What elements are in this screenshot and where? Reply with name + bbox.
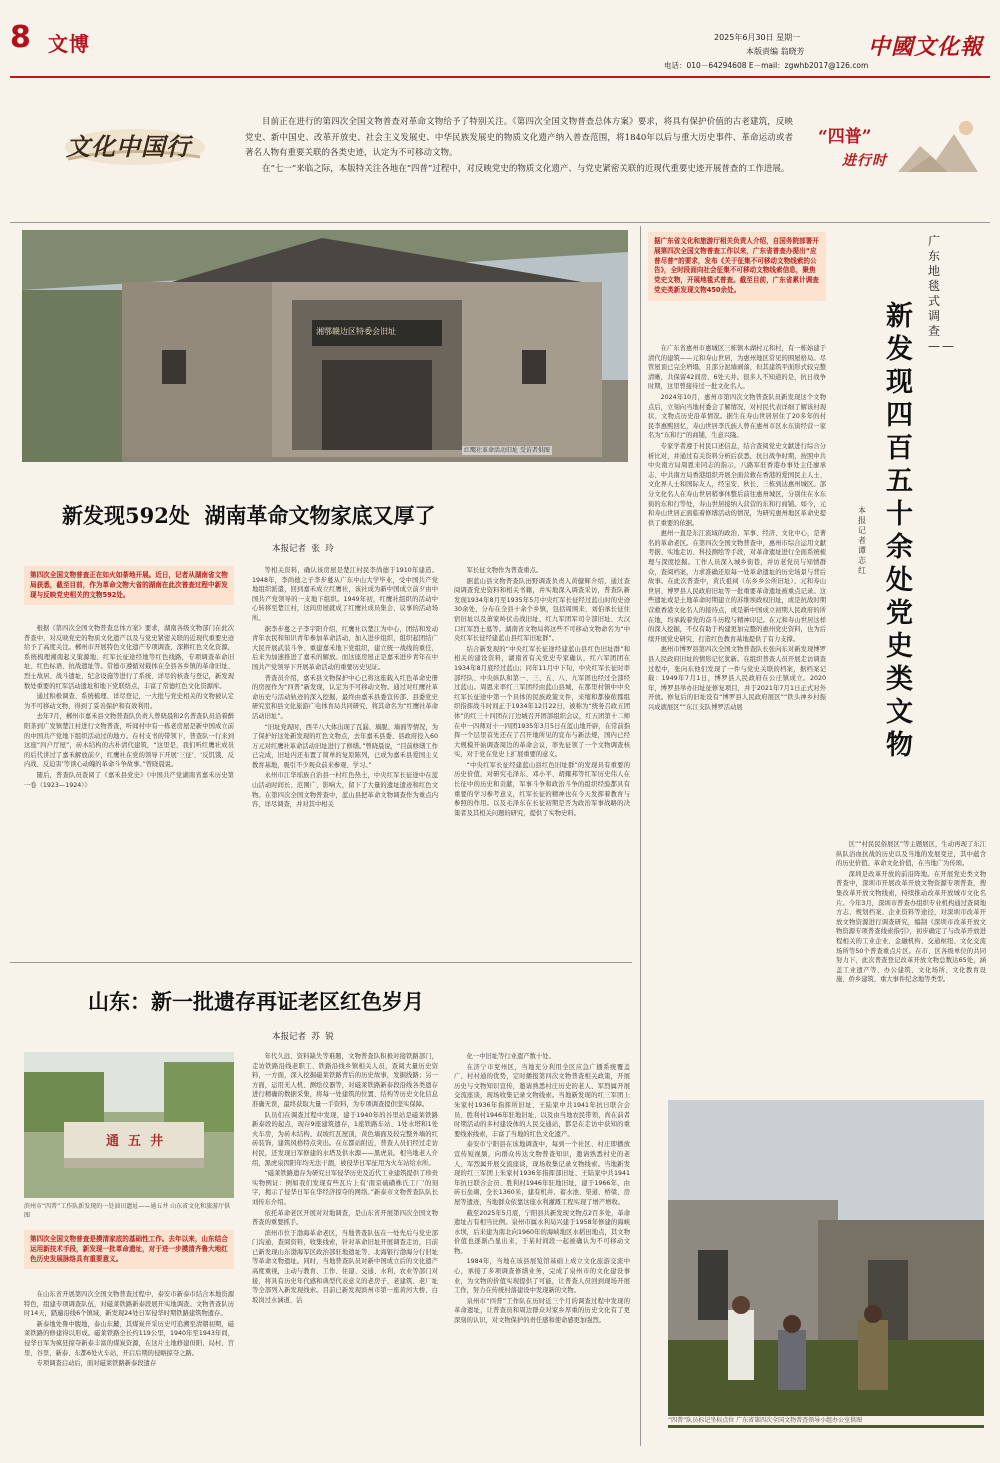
- shandong-col2-paragraph: 队员们在调查过程中发现，建于1940年的谷里站是磁莱铁路新泰段的起点，现存9座建筑遗存，1座铁路车站、1处水塔和1处火车房，为砖木结构、双坡红瓦屋顶，黄色墙面及较完整外墙的红砖装饰，建筑风格特点突出。在东都站附近，普查人员们经过走访村民，还发现日军修建的水塔及供水源——黑虎泉。相当地老人介绍，黑虎泉因阳年均无法干涸，被侵华日军征用为火车站给水所。: [252, 1111, 438, 1167]
- hunan-col2-paragraph: “旧址党现时，西半八大体出现了瓦漏、墙脱、墙面等情况，为了保护好这处新发现的红色文物点，去年嘉禾县委、县政府投入60万元对红鹰社革命活动旧址进行了修缮。”曾晓晨说，“目前修缮工作已完成，旧址内还布置了简单的复原陈列，已成为嘉禾县爱国主义教育基地，吸引不少观众前来参观、学习。”: [252, 723, 438, 769]
- contact-line: 电话：010－64294608 E－mail：zgwhb2017@126.com: [664, 61, 869, 70]
- shandong-col3-paragraph: 在济宁市兖州区，当地充分利用全区应急广播系统覆盖广、村村通的优势，定时播报第四次文物普查相关政策，开展历史与文物知识宣传，邀请熟悉村庄历史的老人、军烈属开展交流座谈，现场收集记录文物线索。当地新发现的红三军团上朱家村1936年指挥所旧址、王陆家中共1941年抗日联合会员、胜利村1946年驻地旧址、以及由当地农民带领，尚在前者时期活动的多村建设体的人民交通站，都是在走访中获知的重要线索线索，丰富了当地的红色文化遗产。: [454, 1063, 630, 1138]
- shandong-col3-paragraph: 截至2025年5月底，宁阳县共新发现文物点2百多处，革命遗址占有相当比例。泉州市属水利局兴建于1958年修建的海峡水坝，后来建为南北向1960年的海峡地区水稻田地点，其文物价值也逐渐凸显出来，于某时间段一起被确认为不可移动文物。: [454, 1209, 630, 1255]
- shandong-column-3: [454, 1052, 630, 1327]
- guangdong-photo-caption: “四普”队员标记坐标点位 广东省第四次全国文物普查领导小组办公室供图: [668, 1416, 984, 1425]
- shandong-col2-paragraph: 滨州市位于渤海革命老区，当地普查队伍在一处先后与党史部门沟通，查阅资料，收集线索，针对革命旧址开展调查走访，目前已新发现山东渤海军区政治部驻地遗址等、北海银行渤海分行旧址等革命文物遗址。同时，当地普查队员对新中国成立后的文化遗产高度重视，主动与教育、工作、住建、交通、水利、农业等部门对接，将具有历史年代感和典型代表意义的老房子、老建筑、老厂址等全部列入新发现线索。目前已新发现滨州市第一座黄河大桥、白坂岗过水涵道、沾: [252, 1229, 438, 1304]
- hunan-col3-paragraph: 据蓝山县文物普查队田野调查负责人黄健辉介绍，通过查阅调查党史资料和相关书籍，并实地深入调查采访，普查队新发现1934年8月至1935年5月中央红军长征经过蓝山时的史迹30余处，分布在全县十余个乡镇，包括周围来、刘伯承长征住宿旧址以及萧家岭伏击战旧址、红九军团军司令部旧址、大汉口红军烈士墓等。湖南省文物局将这些不可移动文物命名为“中央红军长征经建蓝山县红军旧址群”。: [454, 577, 630, 643]
- guangdong-divider: [640, 226, 641, 1446]
- shandong-col2-paragraph: 依托革命老区开展对对地调查，是山东省开展第四次全国文物普查的重要抓手。: [252, 1209, 438, 1227]
- hunan-col1-paragraph: 去年7月，郴州市嘉禾县文物普查队负责人曾晓晨和2名普查队员沿着醉阳茶到广发镇楚江村进行文物普查，听闻村中有一栋老房屋是新中国成立前的中国共产党地下组织活动过的地方。在村支书的带领下，普查队一行来到这座“四户厅屋”，砖木结构的古朴清代建筑，“这里是，我们听红鹰社成员的后代讲过了嘉禾解放前夕，红鹰社在党的领导下开展‘三征’、‘反饥饿、反内战、反迫害’等读心动魄的革命斗争故事。”曾晓晨说。: [24, 713, 234, 769]
- shandong-col1-paragraph: 在山东省开展第四次全国文物普查过程中，泰安市新泰市结合本地资源特色，组建专项调查队伍，对磁莱铁路新泰段展开实地调查。文物普查队历时14天，踏遍沿线6个镇域，新发现24处日军侵华时期铁路建筑物遗存。: [24, 1291, 234, 1318]
- siput-badge: [808, 112, 980, 182]
- intro-divider: [10, 222, 990, 223]
- guangdong-cola-paragraph: 专家学者遵于村民口述信息，结合查阅党史文献进行综合分析比对，并通过有关资料分析后获悉，抗日战争时期，按照中共中央南方局周恩来同志的指示，八路军驻香港办事处主任廖承志、中共南方局香港组织开展全面营救在香港的爱国民主人士、文化界人士和国际友人，经宝安、秋长、三栋到达惠州城区。部分文化名人在寿山世居稍事休整后前往惠州城区，分别住在水东街的东和行等处，寿山世居接纳入营营的东和行商铺。如今，元和寿山世居正面临着修缮活动的情况，为研究惠州地区革命史提供了重要的依据。: [648, 442, 826, 527]
- hunan-photo-caption: 红鹰社革命活动旧址 受访者供图: [464, 447, 550, 454]
- hunan-summary: 第四次全国文物普查正在如火如荼地开展。近日，记者从湖南省文物局获悉，截至目前，作为革命文物大省的湖南在此次普查过程中新发现与反映党史相关的文物592处。: [24, 566, 234, 605]
- shandong-headline: 山东：新一批遗存再证老区红色岁月: [88, 989, 424, 1014]
- guangdong-colb-paragraph: 深圳是改革开放的前沿阵地。在开展党史类文物普查中，深圳市开展改革开放文物资源专项普查，搜集改革开放文物线索，持续推动改革开放城市文化名片。今年3月，深圳市普查办组织专业机构通过查阅地方志、规划档案、企业资料等途径，对深圳市改革开放文物资源进行调查研究，编制《深圳市改革开放文物资源专项普查线索指引》，初步确定了与改革开放进程相关的工业企业、金融机构、交通枢纽、文化交流场所等50个普查重点片区。在市、区各级单位的共同努力下，此次普查登记改革开放文物总数达65处，涵盖工业遗产等、办公建筑、文化场所、文化教育设施、侨乡建筑、重大事件纪念地等类型。: [836, 870, 986, 984]
- hunan-column-2: [252, 566, 438, 811]
- hunan-col2-paragraph: 据李步蔓之子李宇阳介绍，红鹰社以楚江为中心，团结和发动青年农民和知识青年参加革命活动，加入进步组织，组织起团结广大民开展武装斗争、重建嘉禾地下党组织，建立统一战线的重任，后来为加速推进了嘉禾的解放。而这座房屋正是嘉禾进步青年在中国共产党领导下开展革命活动的重要历史见证。: [252, 625, 438, 671]
- hunan-col2-paragraph: 普查员介绍，嘉禾县文物保护中心已将这座载入红色革命史册的房屋作为“四普”新发现，认定为不可移动文物。通过对红鹰社革命历史与活动轨迹的深入挖掘，最终由嘉禾县委宣传部、县委党史研究室和县文化旅游广电体育局共同研究，将其命名为“红鹰社革命活动旧址”。: [252, 674, 438, 720]
- guangdong-photo-survey: [668, 1100, 984, 1428]
- shandong-byline: 本报记者 苏 锐: [272, 1032, 334, 1042]
- date-line: 2025年6月30日 星期一: [714, 33, 801, 42]
- guangdong-column-a: [648, 344, 826, 714]
- hunan-photo-sign: 湘鄂赣边区特委会旧址: [316, 327, 396, 336]
- guangdong-cola-paragraph: 惠州一直是东江流域的政治、军事、经济、文化中心，是著名的革命老区。在第四次全国文物普查中，惠州市综合运用文献考据、实地走访、科技测绘等手段，对革命遗址进行全面系统梳理与深度挖掘。工作人员深入城乡街巷，并访老党员与知情群众，查阅档案，力求准确还原每一处革命遗址的历史场景与背后故事。在此次普查中，黄氏祖祠（东乡乡公所旧址）、元和寿山世居、博罗县人民政府旧址等一批重要革命遗址被重点记录。这些遗址或是土地革命时期建立的苏维埃政权旧址，或是抗战时期营救香港文化名人的接待点，或是新中国成立初期人民政府的所在地，均承载着党的奋斗历程与精神印记。在元和寿山世居这样的深入挖掘，不仅有助于构建更加完整的惠州党史资料，也为后续开展党史研究、打造红色教育基地提供了有力支撑。: [648, 530, 826, 643]
- hunan-col3-paragraph: 结合新发现的“中央红军长征途经建蓝山县红色旧址群”和相关的建设资料，湖南省有关党史专家确认，红六军团团在1934年8月底经过蓝山；同年11月中下旬，中央红军长征时率部经队、中央纵队和第一、三、五、八、九军团也经过全部经过蓝山。周恩来率红三军团经由蓝山县城，在那里村镇中中央红军长征途中第一个具体的民族政策文件，来缩和都傣侬郡组织指挥战斗时间正于1934年12月22日，被称为“统务召政五团体”的红三十四团在汀边城召开团部组织会议，红五团第十二师在中一四师对十一四团1935年3月5日在蓝山地开辟，在常前指挥一个层里首先还在了召开地所见的宣布与新法规，国内已经大规模开始调查周边的革命会议，率先征领了一个文物调查核实，对于党在党史上扩展重要的意义。: [454, 645, 630, 759]
- guangdong-cola-paragraph: 2024年10月，惠州市第四次文物普查队员新发现这个文物点后，立刻向当地村委会了解情况，对村民代表详细了解该村现状、文物点历史沿革情况。据生在寿山世居居住了20多年的村民李惠熙回忆，寿山世居李氏族人曾在惠州市区水东街经营一家名为“东和行”的商铺，生意兴隆。: [648, 393, 826, 440]
- hunan-col1-paragraph: 通过积极调查、系统梳理、详尽登记，一大批与党史相关的文物被认定为不可移动文物，得到了妥善保护和有效利用。: [24, 693, 234, 710]
- shandong-summary: 第四次全国文物普查是摸清家底的基础性工作。去年以来，山东结合运用新技术手段，新发现一批革命遗址，对于进一步摸清齐鲁大地红色历史发展脉络具有重要意义。: [24, 1230, 234, 1269]
- shandong-col1-paragraph: 新泰地处鲁中腹地，泰山东麓，其煤炭开采历史可追溯至清朝初期，磁莱铁路的修建得以形成。磁莱铁路全长约119公里，1940年至1943年间，侵华日军为疯狂掠夺新泰丰富的煤炭资源，在这片土地修建但阳、局村、宫里、谷里、新泰、东都6处火车站，开启后期的侵略掠夺之路。: [24, 1320, 234, 1357]
- shandong-col2-paragraph: “磁莱铁路遗存为研究日军侵华历史及近代工业建筑提供了珍贵实物例证：例如我们发现有些瓦片上有‘南京硫磺株氏工厂’的刻字，揭示了侵华日军在华经济掠夺的网络。”新泰市文物普查队队长刘传东介绍。: [252, 1170, 438, 1206]
- intro-paragraph-1: 目前正在进行的第四次全国文物普查对革命文物给予了特别关注。《第四次全国文物普查总体方案》要求，将具有保护价值的古老建筑，反映党史、新中国史、改革开放史、社会主义发展史、中华民族发展史的物质文化遗产纳入普查范围，将1840年以后与重大历史事件、革命运动或者著名人物有重要关联的各类史迹，认定为不可移动文物。: [245, 117, 793, 158]
- section-title: 文博: [48, 32, 90, 56]
- guangdong-colb-paragraph: 区”“村民民俗展区”等主题展区，生动再现了东江纵队浴血抗战的历史以及当地的发展变迁，其中蕴含的历史价值、革命文化价值，在当地广为传颂。: [836, 841, 986, 868]
- hunan-col3-paragraph: 军长征文物作为普查重点。: [466, 567, 543, 574]
- badge-title: “四普”: [818, 127, 872, 147]
- hunan-col3-paragraph: “中央红军长征经建蓝山县红色旧址群”的发现具有重要的历史价值，对研究毛泽东、邓小平、胡耀邦等红军历史伟人在长征中的历史和贡献，军事斗争和政治斗争的组织经验都具有重要的学习参考意义，红军长征的精神也在今天发挥着教育与参照的作用。以及毛泽东在长征初期是否为政治军事战略的决策者及其相关问题的研究，提供了实物史料。: [454, 761, 630, 817]
- masthead-logo: 中國文化報: [868, 34, 984, 60]
- guangdong-byline: 本报记者 谭志红: [858, 506, 872, 575]
- page-number: 8: [10, 20, 31, 55]
- page-header: [0, 0, 1000, 80]
- hunan-byline: 本报记者 张 玲: [272, 544, 334, 554]
- shandong-col2-paragraph: 年代久远、资料缺失等难题，文物普查队积极对接铁路部门，走访铁路沿线老职工、铁路沿线乡镇相关人员，查阅大量历史资料，一方面，深入挖掘磁莱铁路背后的历史故事，发掘线路；另一方面，运用无人机、测绘仪器等，对磁莱铁路新泰段沿线各类遗存进行精确的数据采集，将每一处建筑的位置、结构等历史文化信息准确无误，最终获取大量一手资料，为专项调查提供坚实保障。: [252, 1053, 438, 1108]
- shandong-photo-sign: 通 五 井: [106, 1134, 164, 1149]
- shandong-column-2: [252, 1052, 438, 1306]
- hunan-col2-paragraph: 等相关资料，确认该房屋是楚江村民李尚德于1910年建造。1948年，李尚德之子李步蔓从广东中山大学毕业，受中国共产党地组织派遣，回到嘉禾成立红鹰社，该社成为新中国成立前夕由中国共产党领导的一支地下组织。1949年初，红鹰社组织的活动中心转移至楚江村，这间房屋就成了红鹰社成员集会、议事的活动场所。: [252, 567, 438, 622]
- shandong-col3-paragraph: 泉州市“四普”工作队在历时近三个月的调查过程中发现的革命遗址，让普查员和周边群众对家乡厚重的历史文化有了更深刻的认识，对文物保护的责任感和使命感更加强烈。: [454, 1297, 630, 1325]
- shandong-col3-paragraph: 泰安市宁阳县在该地调查中，每到一个社区、村庄即播放宣传短视频，向群众传达文物普查知识，邀请熟悉村史的老人、军烈属开展交流座谈，现场收集记录文物线索。当地新发现的红三军团上朱家村1936年指挥部旧址、王陆家中共1941年抗日联合会员、胜利村1946年驻地旧址，建于1966年，由砖石垒砌，全长1360米，建有机井、蓄水池、渠道、桥梁、房屋等遗迹，当地群众依靠这座水利灌溉工程实现了增产增收。: [454, 1141, 630, 1206]
- shandong-photo-caption: 滨州市“四普”工作队新发现的一处油田遗址——通五井 山东省文化和旅游厅供图: [24, 1203, 231, 1219]
- hunan-headline: 新发现592处 湖南革命文物家底又厚了: [62, 503, 436, 528]
- shandong-col3-paragraph: 化一中旧址等行业遗产数十处。: [466, 1053, 555, 1060]
- intro-text: [245, 115, 793, 177]
- shandong-divider: [10, 962, 632, 963]
- badge-subtitle: 进行时: [842, 153, 887, 169]
- guangdong-photo: [668, 1100, 984, 1428]
- guangdong-summary: 据广东省文化和旅游厅相关负责人介绍，自国务院部署开展第四次全国文物普查工作以来，广东省普查办提出“应普尽普”的要求，发布《关于征集不可移动文物线索的公告》，全时段面向社会征集不可移动文物线索信息，聚焦党史文物，开展地毯式普查。截至目前，广东省累计调查党史类新发现文物450余处。: [648, 232, 826, 301]
- hunan-col1-paragraph: 随后，普查队员查阅了《嘉禾县党史》《中国共产党湖南省嘉禾历史第一卷（1923—1924）》: [24, 771, 234, 789]
- hunan-photo: [22, 230, 628, 462]
- guangdong-kicker: 广东地毯式调查——: [928, 234, 956, 353]
- shandong-col1-paragraph: 专项调查启动后，面对磁莱铁路新泰段遗存: [36, 1360, 157, 1368]
- guangdong-cola-paragraph: 在广东省惠州市惠城区三栋镇木湖村元和村，有一栋始建于清代的建筑——元和寿山世居，为惠州地区常见的围屋格局。尽管屋顶已完全坍塌，且部分泥墙剥落，但其建筑平面形式较完整清晰，共保留42间房、6处天井。很多人不知道的是，抗日战争时期，这里曾接待过一批文化名人。: [648, 345, 826, 391]
- hunan-col1-paragraph: 根据《第四次全国文物普查总体方案》要求，湖南各级文物部门在此次普查中，对反映党史的物质文化遗产以及与党史紧密关联的近现代重要史迹给予了高度关注。郴州市开展特色文化遗产专项调查，深耕红色文化资源，系统梳理湘南起义策源地、红军长征途经地等红色线路，专项调查革命旧址、红色标语、抗战遗址等。常德市遵循对载体在全县各乡镇的革命旧址、烈士故居、战斗遗址、纪念设施等进行了系统、详尽的核查与登记，新发现数处重要的红军活动遗址和地下党联络点，丰富了常德红色文化资源库。: [24, 625, 234, 690]
- hunan-photo-building: [22, 230, 628, 462]
- column-logo: [60, 115, 210, 175]
- hunan-column-1: [24, 624, 234, 791]
- guangdong-column-b: [836, 840, 986, 986]
- editor-line: 本版责编 翁晓芳: [746, 47, 805, 56]
- shandong-photo: [24, 1052, 234, 1198]
- hunan-col2-paragraph: 永州市江华瑶族自治县一村红色热土，中央红军长征途中在蓝山活动时间长、范围广、影响大，留下了大量的遗址遗迹和红色文物。在第四次全国文物普查中，蓝山县把革命文物调查作为重点内容，详尽调查，并对其中相关: [252, 772, 438, 809]
- shandong-col3-paragraph: 1984年，当地在该县展览馆基础上成立文化旅游交流中心，承接了多项调查修缮业务，完成了泉州市的文化建设事业，为文物的价值实现提供了可能，让普查人员回到现场开展工作，努力在传统村落建设中发现新的文物。: [454, 1258, 630, 1295]
- shandong-photo-well: [24, 1052, 234, 1198]
- header-rule: [10, 76, 990, 78]
- intro-paragraph-2: 在“七一”来临之际，本版特关注各地在“四普”过程中，对反映党史的物质文化遗产、与党史紧密关联的近现代重要史迹开展普查的工作进展。: [262, 163, 790, 174]
- column-logo-text: 文化中国行: [66, 132, 191, 161]
- guangdong-headline: 新发现四百五十余处党史类文物: [886, 301, 913, 761]
- guangdong-cola-paragraph: 惠州市博罗县第四次全国文物普查队长张向东对新发现博罗县人民政府旧址的情形记忆犹新。在组织普查人员开展走访调查过程中，张向东他们发现了一件与党史关联的档案，据档案记载：1949年7月1日，博罗县人民政府在公庄镇成立。2020年，博罗县举办旧址征修复项目，并于2021年7月1日正式对外开放。修复后的旧址设有“博罗县人民政府展区”“铁头神乡村振兴成就展区”“东江支队博罗活动展: [648, 646, 826, 711]
- shandong-column-1: [24, 1290, 234, 1370]
- hunan-column-3: [454, 566, 630, 819]
